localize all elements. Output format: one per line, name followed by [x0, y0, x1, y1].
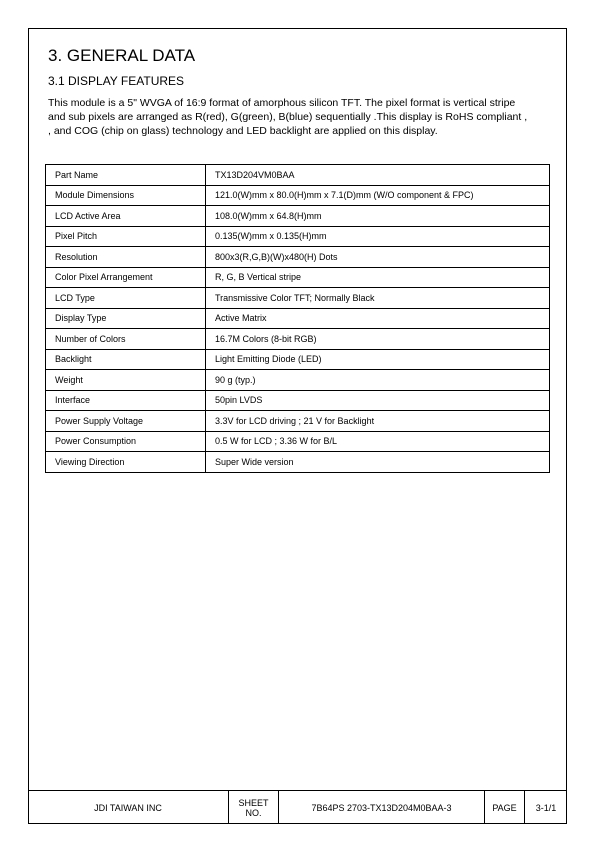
table-row — [46, 431, 550, 452]
table-row — [46, 329, 550, 350]
spec-label: Resolution — [46, 247, 206, 268]
table-row — [46, 226, 550, 247]
spec-label: Part Name — [46, 165, 206, 186]
table-row — [46, 308, 550, 329]
spec-label: Number of Colors — [46, 329, 206, 350]
spec-value: Active Matrix — [206, 308, 550, 329]
spec-label: Power Supply Voltage — [46, 411, 206, 432]
spec-table — [45, 164, 550, 473]
spec-value: 108.0(W)mm x 64.8(H)mm — [206, 206, 550, 227]
spec-value: Light Emitting Diode (LED) — [206, 349, 550, 370]
spec-label: Viewing Direction — [46, 452, 206, 473]
table-row — [46, 206, 550, 227]
spec-value: TX13D204VM0BAA — [206, 165, 550, 186]
company-name: JDI TAIWAN INC — [28, 791, 229, 824]
intro-line: , and COG (chip on glass) technology and LED backlight are applied on this display. — [48, 125, 438, 137]
sheet-label-line: NO. — [245, 807, 262, 818]
spec-value: 50pin LVDS — [206, 390, 550, 411]
spec-value: 0.5 W for LCD ; 3.36 W for B/L — [206, 431, 550, 452]
intro-line: and sub pixels are arranged as R(red), G(green), B(blue) sequentially .This display is RoHS compliant , — [48, 111, 528, 123]
spec-label: Display Type — [46, 308, 206, 329]
intro-line: This module is a 5" WVGA of 16:9 format of amorphous silicon TFT. The pixel format is vertical stripe — [48, 97, 516, 109]
spec-label: Backlight — [46, 349, 206, 370]
table-row — [46, 185, 550, 206]
spec-label: Pixel Pitch — [46, 226, 206, 247]
spec-value: Super Wide version — [206, 452, 550, 473]
spec-value: 800x3(R,G,B)(W)x480(H) Dots — [206, 247, 550, 268]
table-row — [46, 452, 550, 473]
spec-label: LCD Type — [46, 288, 206, 309]
table-row — [46, 165, 550, 186]
sheet-number: 7B64PS 2703-TX13D204M0BAA-3 — [279, 791, 485, 824]
spec-value: 0.135(W)mm x 0.135(H)mm — [206, 226, 550, 247]
table-row — [46, 370, 550, 391]
spec-label: Power Consumption — [46, 431, 206, 452]
spec-label: Weight — [46, 370, 206, 391]
spec-label: Module Dimensions — [46, 185, 206, 206]
spec-value: 3.3V for LCD driving ; 21 V for Backlight — [206, 411, 550, 432]
page-number: 3-1/1 — [535, 802, 557, 813]
sheet-label — [229, 791, 279, 824]
spec-value: 90 g (typ.) — [206, 370, 550, 391]
table-row — [46, 247, 550, 268]
intro-paragraph — [48, 96, 553, 138]
title-block-footer — [28, 790, 567, 824]
spec-label: LCD Active Area — [46, 206, 206, 227]
table-row — [46, 411, 550, 432]
spec-label: Color Pixel Arrangement — [46, 267, 206, 288]
section-title: 3. GENERAL DATA — [48, 46, 196, 65]
subsection-title: 3.1 DISPLAY FEATURES — [48, 74, 185, 88]
page-label: PAGE — [485, 791, 525, 824]
spec-value: 16.7M Colors (8-bit RGB) — [206, 329, 550, 350]
table-row — [46, 288, 550, 309]
spec-value: Transmissive Color TFT; Normally Black — [206, 288, 550, 309]
table-row — [46, 390, 550, 411]
sheet-label-line: SHEET — [238, 797, 269, 808]
spec-value: R, G, B Vertical stripe — [206, 267, 550, 288]
table-row — [46, 349, 550, 370]
table-row — [46, 267, 550, 288]
spec-value: 121.0(W)mm x 80.0(H)mm x 7.1(D)mm (W/O component & FPC) — [206, 185, 550, 206]
spec-label: Interface — [46, 390, 206, 411]
